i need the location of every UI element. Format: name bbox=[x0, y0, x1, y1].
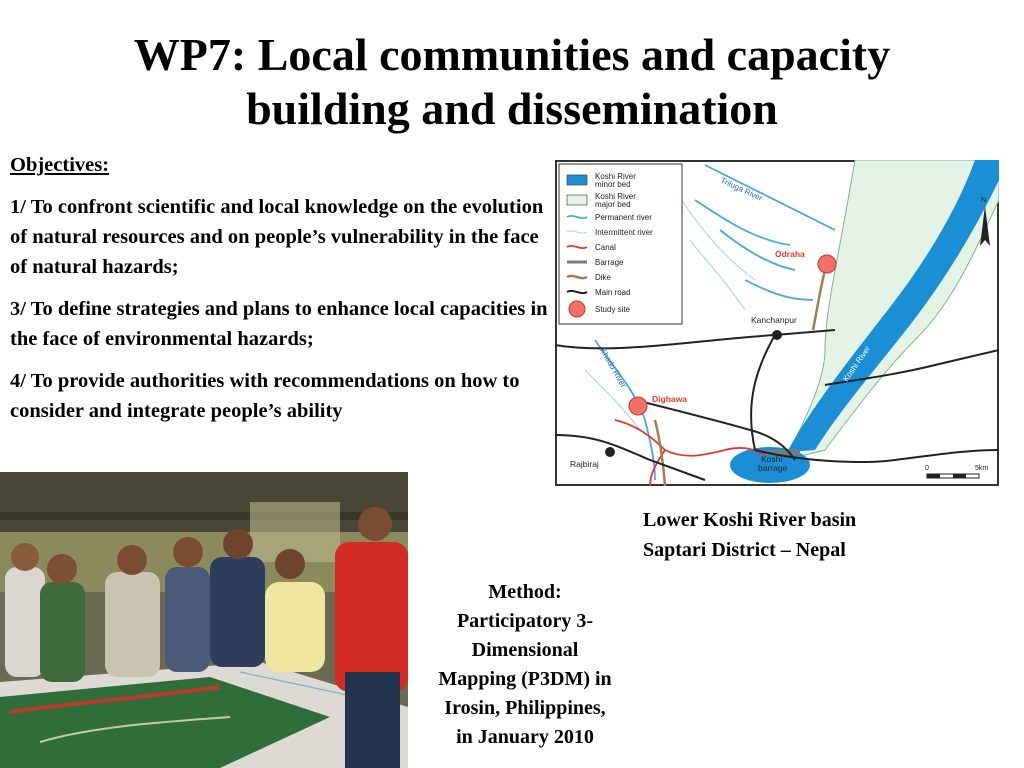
legend-main-road: Main road bbox=[595, 288, 631, 297]
method-line-5: Irosin, Philippines, bbox=[444, 697, 606, 719]
dighawa-label: Dighawa bbox=[652, 394, 687, 404]
dighawa-study-site bbox=[629, 397, 647, 415]
koshi-river-label: Koshi River bbox=[841, 344, 873, 384]
scale-bar bbox=[927, 474, 979, 478]
method-line-1: Method: bbox=[488, 581, 562, 603]
legend-major-bed-1: Koshi River bbox=[595, 192, 636, 201]
objective-item-4: 4/ To provide authorities with recommendations on how to consider and integrate people’s ability bbox=[10, 370, 520, 422]
legend-major-bed-2: major bed bbox=[595, 200, 631, 209]
legend-barrage: Barrage bbox=[595, 258, 624, 267]
map-caption-line-1: Lower Koshi River basin bbox=[643, 509, 857, 531]
objective-item-1: 1/ To confront scientific and local knowledge on the evolution of natural resources and on people’s vulnerability in the face of natural hazards; bbox=[10, 196, 544, 278]
method-line-6: in January 2010 bbox=[456, 726, 594, 748]
method-caption bbox=[410, 578, 640, 752]
kanchanpur-label: Kanchanpur bbox=[751, 315, 797, 325]
legend-intermittent-river: Intermittent river bbox=[595, 228, 653, 237]
rajbiraj-label: Rajbiraj bbox=[570, 459, 599, 469]
photo-icon-name: group-of-people-around-3d-map-photo bbox=[6, 488, 22, 489]
scale-start-label: 0 bbox=[925, 465, 929, 472]
objective-item-3: 3/ To define strategies and plans to enhance local capacities in the face of environmental hazards; bbox=[10, 298, 548, 350]
map-caption-line-2: Saptari District – Nepal bbox=[643, 539, 846, 561]
slide-title bbox=[40, 28, 984, 136]
rajbiraj-marker bbox=[605, 447, 615, 457]
scale-end-label: 5km bbox=[975, 465, 989, 472]
odraha-label: Odraha bbox=[775, 249, 805, 259]
legend-minor-bed-2: minor bed bbox=[595, 180, 631, 189]
method-line-4: Mapping (P3DM) in bbox=[438, 668, 612, 690]
koshi-barrage-label-1: Koshi bbox=[761, 454, 783, 464]
triluga-river-label: Triluga River bbox=[719, 175, 764, 203]
legend-canal: Canal bbox=[595, 243, 616, 252]
north-label: N bbox=[981, 197, 987, 204]
kanchanpur-marker bbox=[772, 330, 782, 340]
map-legend bbox=[559, 164, 682, 324]
title-line-1: WP7: Local communities and capacity bbox=[133, 29, 891, 80]
odraha-study-site bbox=[818, 255, 836, 273]
objectives-block bbox=[10, 150, 555, 438]
legend-permanent-river: Permanent river bbox=[595, 213, 652, 222]
p3dm-workshop-photo bbox=[0, 472, 408, 768]
method-line-2: Participatory 3- bbox=[456, 610, 594, 632]
legend-dike: Dike bbox=[595, 273, 612, 282]
koshi-barrage-label-2: barrage bbox=[758, 463, 788, 473]
koshi-basin-map bbox=[555, 160, 999, 486]
objectives-heading: Objectives: bbox=[10, 154, 110, 176]
legend-study-site: Study site bbox=[595, 305, 631, 314]
title-line-2: building and dissemination bbox=[246, 83, 778, 134]
method-line-3: Dimensional bbox=[471, 639, 579, 661]
legend-minor-bed-1: Koshi River bbox=[595, 172, 636, 181]
map-caption bbox=[643, 505, 856, 565]
khado-river-label: Khado River bbox=[598, 346, 629, 390]
